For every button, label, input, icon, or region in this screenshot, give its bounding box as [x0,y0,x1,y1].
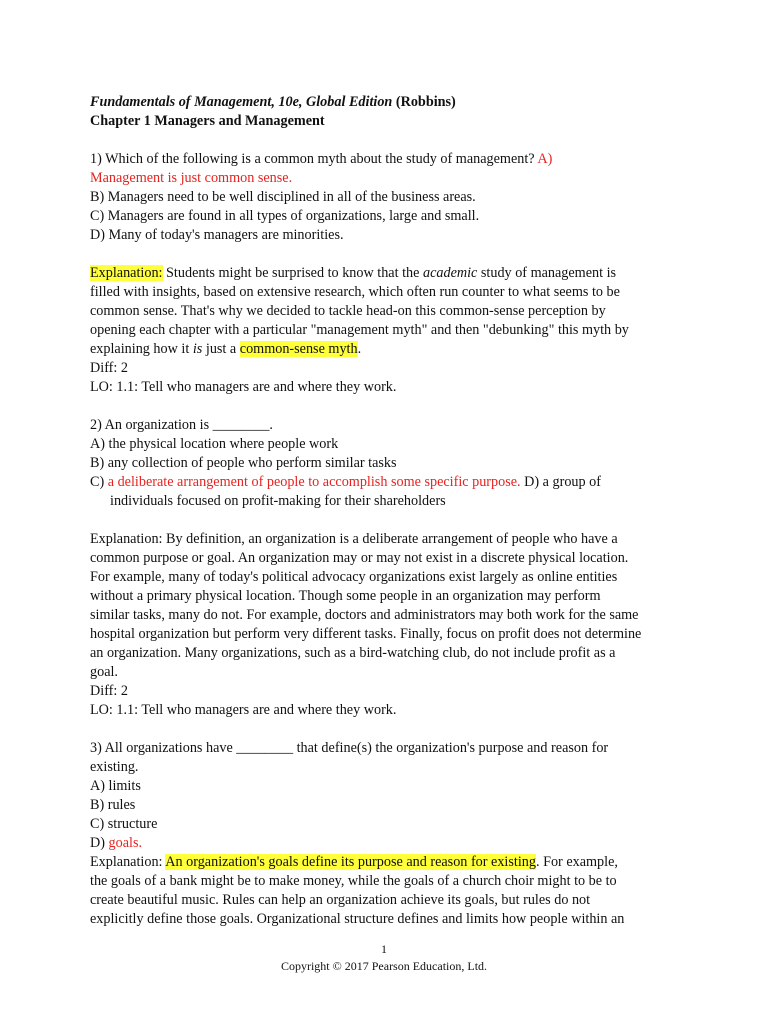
q2-answer-text: a deliberate arrangement of people to accomplish some specific purpose. [107,474,521,490]
q2-option-d: D) a group of [520,474,601,490]
book-title: Fundamentals of Management, 10e, Global Edition [90,94,393,110]
author: (Robbins) [392,94,456,110]
q3-explanation-label: Explanation: [90,854,166,870]
q3-explanation-line-3: create beautiful music. Rules can help an organization achieve its goals, but rules do not [90,892,591,908]
q1-explanation-line-5: explaining how it is just a common-sense myth. [90,341,362,357]
q1-option-b: B) Managers need to be well disciplined in all of the business areas. [90,189,476,205]
q2-option-d-continued: individuals focused on profit-making for their shareholders [110,493,446,509]
copyright-notice: Copyright © 2017 Pearson Education, Ltd. [280,959,488,973]
q3-stem-line-1: 3) All organizations have ________ that define(s) the organization's purpose and reason for [90,740,609,756]
q2-learning-objective: LO: 1.1: Tell who managers are and where they work. [90,702,397,718]
q1-explanation-line-1: Explanation: Students might be surprised to know that the academic study of management is [90,265,617,281]
q1-difficulty: Diff: 2 [90,360,128,376]
q2-option-b: B) any collection of people who perform similar tasks [90,455,397,471]
chapter-title: Chapter 1 Managers and Management [90,113,325,129]
page-body [90,93,680,929]
q3-option-a: A) limits [90,778,141,794]
q2-option-c: C) a deliberate arrangement of people to accomplish some specific purpose. D) a group of [90,474,601,490]
q3-explanation-line-1: Explanation: An organization's goals define its purpose and reason for existing. For example, [90,854,618,870]
q1-learning-objective: LO: 1.1: Tell who managers are and where they work. [90,379,397,395]
q1-option-d: D) Many of today's managers are minorities. [90,227,344,243]
q1-explanation-line-4: opening each chapter with a particular "management myth" and then "debunking" this myth by [90,322,629,338]
q3-explanation-line-4: explicitly define those goals. Organizational structure defines and limits how people within an [90,911,625,927]
page-number: 1 [381,942,387,956]
q3-answer-text: goals. [108,835,143,851]
q2-option-a: A) the physical location where people work [90,436,339,452]
q1-option-c: C) Managers are found in all types of organizations, large and small. [90,208,480,224]
q1-highlight-myth: common-sense myth [239,341,358,357]
q1-stem [90,150,680,169]
q1-explanation-label: Explanation: [90,265,163,281]
q1-answer-text: Management is just common sense. [90,170,293,186]
book-title-line [90,93,680,112]
q1-explanation-line-3: common sense. That's why we decided to tackle head-on this common-sense perception by [90,303,606,319]
q3-option-c: C) structure [90,816,158,832]
q2-stem: 2) An organization is ________. [90,417,273,433]
q3-stem-line-2: existing. [90,759,139,775]
q1-explanation-line-2: filled with insights, based on extensive research, which often run counter to what seems to be [90,284,620,300]
q3-highlight-goals: An organization's goals define its purpose and reason for existing [165,854,536,870]
q1-stem-text: 1) Which of the following is a common myth about the study of management? [90,151,538,167]
q3-option-d: D) goals. [90,835,143,851]
q3-option-b: B) rules [90,797,136,813]
q1-answer-marker: A) [537,151,553,167]
q2-difficulty: Diff: 2 [90,683,128,699]
q3-explanation-line-2: the goals of a bank might be to make money, while the goals of a church choir might to be to [90,873,617,889]
q2-explanation: Explanation: By definition, an organization is a deliberate arrangement of people who have a common purpose or goal. An organization may or may not exist in a discrete physical location. For example, many of today's political advocacy organizations exist largely as online entities without a primary physical location. Though some people in an organization may perform similar tasks, many do not. For example, doctors and administrators may both work for the same hospital organization but perform very different tasks. Finally, focus on profit does not determine an organization. Many organizations, such as a bird-watching club, do not include profit as a goal. [90,531,642,680]
